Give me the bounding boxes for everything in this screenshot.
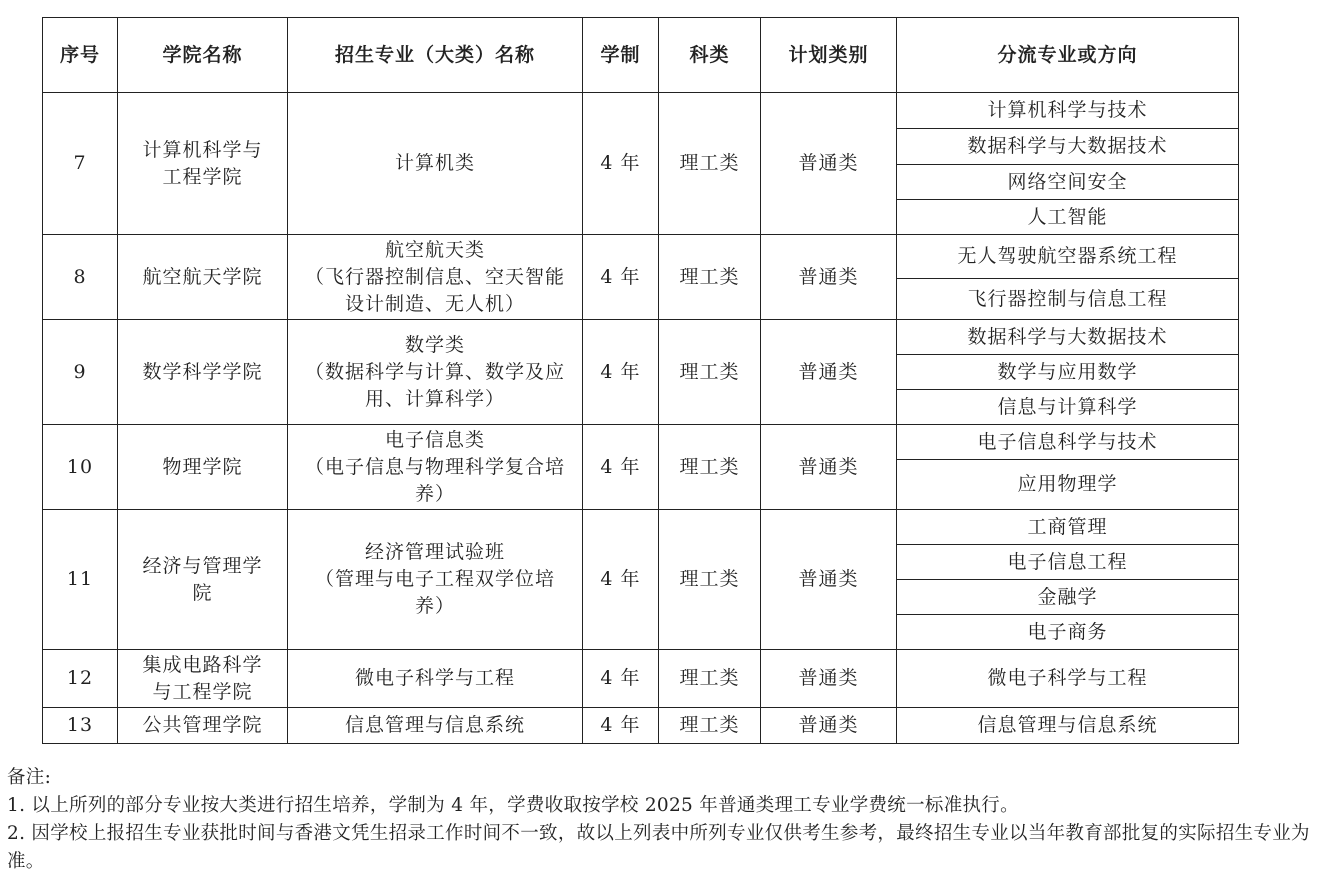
cell-line: （管理与电子工程双学位培 <box>314 568 555 590</box>
plan-type: 普通类 <box>761 510 897 650</box>
college-name <box>118 93 288 235</box>
cell-line: 设计制造、无人机） <box>344 292 525 315</box>
major-name <box>288 425 583 510</box>
header-row <box>43 18 1239 93</box>
header-direction: 分流专业或方向 <box>897 18 1239 93</box>
plan-type: 普通类 <box>761 708 897 744</box>
cell-line: 经济与管理学 <box>142 554 263 577</box>
table-row <box>43 425 1239 460</box>
plan-type: 普通类 <box>761 650 897 708</box>
plan-type: 普通类 <box>761 425 897 510</box>
study-years: 4 年 <box>583 425 659 510</box>
header-category: 科类 <box>659 18 761 93</box>
cell-line: 航空航天类 <box>384 238 485 261</box>
direction-item: 信息管理与信息系统 <box>897 708 1239 744</box>
subject-category: 理工类 <box>659 510 761 650</box>
cell-line: 微电子科学与工程 <box>354 667 515 689</box>
direction-item: 网络空间安全 <box>897 165 1239 200</box>
cell-line: 与工程学院 <box>152 680 253 703</box>
study-years: 4 年 <box>583 708 659 744</box>
cell-line: 养） <box>414 595 455 617</box>
row-number: 8 <box>43 235 118 320</box>
admissions-table <box>42 17 1239 744</box>
college-name <box>118 235 288 320</box>
subject-category: 理工类 <box>659 93 761 235</box>
study-years: 4 年 <box>583 235 659 320</box>
direction-item: 微电子科学与工程 <box>897 650 1239 708</box>
note-item-2: 2. 因学校上报招生专业获批时间与香港文凭生招录工作时间不一致，故以上列表中所列专业仅供考生参考，最终招生专业以当年教育部批复的实际招生专业为准。 <box>7 823 1310 872</box>
cell-line: （数据科学与计算、数学及应 <box>304 360 565 383</box>
cell-line: 养） <box>414 482 455 505</box>
study-years: 4 年 <box>583 320 659 425</box>
cell-line: 数学科学学院 <box>142 360 263 383</box>
table-row <box>43 650 1239 708</box>
row-number: 12 <box>43 650 118 708</box>
cell-line: 电子信息类 <box>384 428 485 451</box>
subject-category: 理工类 <box>659 320 761 425</box>
row-number: 11 <box>43 510 118 650</box>
header-college: 学院名称 <box>118 18 288 93</box>
college-name <box>118 510 288 650</box>
notes-title: 备注: <box>7 767 52 788</box>
major-name <box>288 235 583 320</box>
header-plan: 计划类别 <box>761 18 897 93</box>
major-name <box>288 650 583 708</box>
row-number: 10 <box>43 425 118 510</box>
cell-line: 经济管理试验班 <box>364 541 505 563</box>
cell-line: 数学类 <box>404 333 465 356</box>
college-name <box>118 320 288 425</box>
cell-line: 集成电路科学 <box>142 653 263 676</box>
direction-item: 金融学 <box>897 580 1239 615</box>
cell-line: 航空航天学院 <box>142 265 263 288</box>
row-number: 13 <box>43 708 118 744</box>
note-item-1: 1. 以上所列的部分专业按大类进行招生培养，学制为 4 年，学费收取按学校 2025 年普通类理工专业学费统一标准执行。 <box>7 795 1019 816</box>
major-name <box>288 93 583 235</box>
header-years: 学制 <box>583 18 659 93</box>
cell-line: 信息管理与信息系统 <box>344 714 525 736</box>
cell-line: 用、计算科学） <box>364 387 505 410</box>
direction-item: 数据科学与大数据技术 <box>897 129 1239 165</box>
plan-type: 普通类 <box>761 320 897 425</box>
major-name <box>288 320 583 425</box>
direction-item: 信息与计算科学 <box>897 390 1239 425</box>
subject-category: 理工类 <box>659 708 761 744</box>
college-name <box>118 708 288 744</box>
cell-line: 物理学院 <box>162 455 243 478</box>
cell-line: 计算机类 <box>394 152 475 174</box>
cell-line: 计算机科学与 <box>142 138 263 161</box>
cell-line: 公共管理学院 <box>142 714 263 736</box>
direction-item: 无人驾驶航空器系统工程 <box>897 235 1239 279</box>
cell-line: （飞行器控制信息、空天智能 <box>304 265 565 288</box>
direction-item: 计算机科学与技术 <box>897 93 1239 129</box>
table-row <box>43 235 1239 279</box>
subject-category: 理工类 <box>659 235 761 320</box>
header-no: 序号 <box>43 18 118 93</box>
header-major: 招生专业（大类）名称 <box>288 18 583 93</box>
direction-item: 应用物理学 <box>897 460 1239 510</box>
subject-category: 理工类 <box>659 650 761 708</box>
cell-line: （电子信息与物理科学复合培 <box>304 455 565 478</box>
major-name <box>288 510 583 650</box>
row-number: 7 <box>43 93 118 235</box>
cell-line: 院 <box>192 581 213 604</box>
direction-item: 数据科学与大数据技术 <box>897 320 1239 355</box>
plan-type: 普通类 <box>761 93 897 235</box>
direction-item: 电子信息工程 <box>897 545 1239 580</box>
plan-type: 普通类 <box>761 235 897 320</box>
direction-item: 电子商务 <box>897 615 1239 650</box>
study-years: 4 年 <box>583 510 659 650</box>
table-row <box>43 708 1239 744</box>
college-name <box>118 425 288 510</box>
row-number: 9 <box>43 320 118 425</box>
direction-item: 电子信息科学与技术 <box>897 425 1239 460</box>
college-name <box>118 650 288 708</box>
table-body <box>43 93 1239 744</box>
table-row <box>43 510 1239 545</box>
direction-item: 人工智能 <box>897 200 1239 235</box>
study-years: 4 年 <box>583 93 659 235</box>
notes <box>7 764 1343 876</box>
direction-item: 工商管理 <box>897 510 1239 545</box>
cell-line: 工程学院 <box>162 165 243 188</box>
direction-item: 飞行器控制与信息工程 <box>897 279 1239 320</box>
study-years: 4 年 <box>583 650 659 708</box>
direction-item: 数学与应用数学 <box>897 355 1239 390</box>
table-row <box>43 320 1239 355</box>
table-row <box>43 93 1239 129</box>
major-name <box>288 708 583 744</box>
subject-category: 理工类 <box>659 425 761 510</box>
